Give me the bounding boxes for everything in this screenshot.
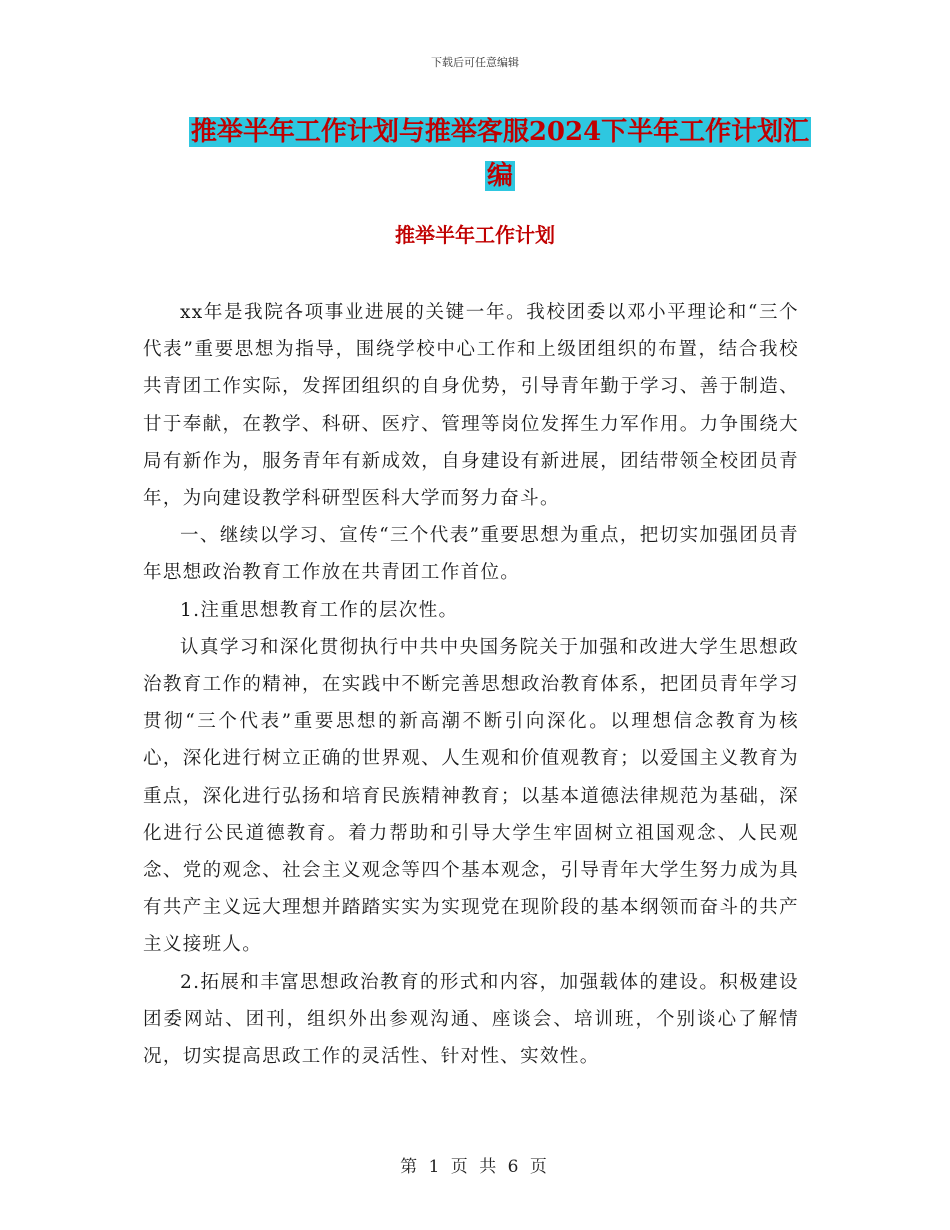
paragraph: 2.拓展和丰富思想政治教育的形式和内容，加强载体的建设。积极建设团委网站、团刊，组织外出参观沟通、座谈会、培训班，个别谈心了解情况，切实提高思政工作的灵活性、针对性、实效性。	[143, 971, 799, 1068]
paragraph: 1.注重思想教育工作的层次性。	[180, 599, 459, 621]
header-note: 下载后可任意编辑	[431, 56, 519, 69]
document-title-line-2: 编	[486, 161, 513, 191]
section-title: 推举半年工作计划	[395, 223, 555, 247]
paragraph: 一、继续以学习、宣传“三个代表”重要思想为重点，把切实加强团员青年思想政治教育工作放在共青团工作首位。	[143, 525, 799, 584]
document-title-line-1: 推举半年工作计划与推举客服2024下半年工作计划汇	[190, 117, 810, 147]
paragraph: 认真学习和深化贯彻执行中共中央国务院关于加强和改进大学生思想政治教育工作的精神，在实践中不断完善思想政治教育体系，把团员青年学习贯彻“三个代表”重要思想的新高潮不断引向深化。以理想信念教育为核心，深化进行树立正确的世界观、人生观和价值观教育；以爱国主义教育为重点，深化进行弘扬和培育民族精神教育；以基本道德法律规范为基础，深化进行公民道德教育。着力帮助和引导大学生牢固树立祖国观念、人民观念、党的观念、社会主义观念等四个基本观念，引导青年大学生努力成为具有共产主义远大理想并踏踏实实为实现党在现阶段的基本纲领而奋斗的共产主义接班人。	[143, 636, 799, 956]
document-title	[185, 110, 815, 198]
page-number-footer: 第 1 页 共 6 页	[400, 1157, 550, 1177]
paragraph: xx年是我院各项事业进展的关键一年。我校团委以邓小平理论和“三个代表”重要思想为指导，围绕学校中心工作和上级团组织的布置，结合我校共青团工作实际，发挥团组织的自身优势，引导青年勤于学习、善于制造、甘于奉献，在教学、科研、医疗、管理等岗位发挥生力军作用。力争围绕大局有新作为，服务青年有新成效，自身建设有新进展，团结带领全校团员青年，为向建设教学科研型医科大学而努力奋斗。	[143, 302, 799, 510]
body-text	[143, 294, 799, 1075]
